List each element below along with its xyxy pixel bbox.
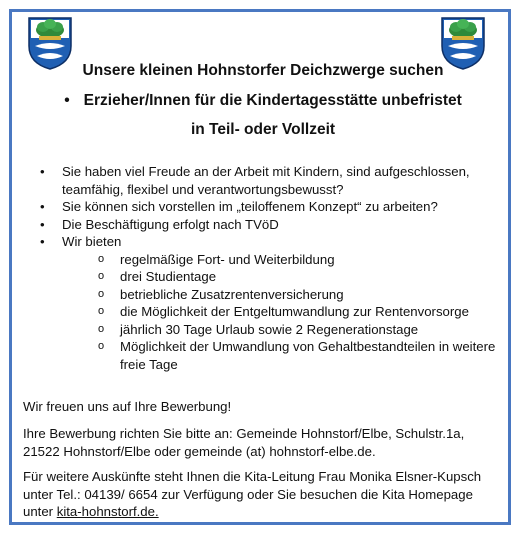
list-item: • Sie haben viel Freude an der Arbeit mit Kindern, sind aufgeschlossen, teamfähig, flexibel und verantwortungsbewusst? bbox=[40, 164, 470, 197]
job-title bbox=[0, 92, 526, 110]
job-title-line1: Erzieher/Innen für die Kindertagesstätte unbefristet bbox=[83, 92, 462, 109]
list-item: • Sie können sich vorstellen im „teiloffenem Konzept“ zu arbeiten? bbox=[40, 199, 438, 214]
offer-item: o jährlich 30 Tage Urlaub sowie 2 Regenerationstage bbox=[98, 321, 419, 337]
application-text: Ihre Bewerbung richten Sie bitte an: Gemeinde Hohnstorf/Elbe, Schulstr.1a, 21522 Hohnstorf/Elbe oder gemeinde (at) hohnstorf-elbe.de. bbox=[23, 426, 465, 459]
offers-list bbox=[62, 251, 498, 374]
offer-item: o die Möglichkeit der Entgeltumwandlung zur Rentenvorsorge bbox=[98, 304, 469, 319]
list-item: • Wir bieten o regelmäßige Fort- und Weiterbildung o drei Studientage o betriebliche Zusatzrentenversicherung o die Möglichkeit der Entgeltumwandlung zur Rentenvorsorge o jährlich 30 Tage Urlaub sowie 2 Regenerationstage o Möglichkeit der Umwandlung von Gehaltbestandteilen in weitere freie Tage bbox=[38, 233, 498, 373]
requirements-list bbox=[38, 163, 498, 373]
subtitle-bullet: • bbox=[64, 92, 70, 109]
contact-body: Für weitere Auskünfte steht Ihnen die Kita-Leitung Frau Monika Elsner-Kupsch unter Tel.: 04139/ 6654 zur Verfügung oder Sie besuchen die Kita Homepage unter bbox=[23, 469, 482, 519]
offer-item: o Möglichkeit der Umwandlung von Gehaltbestandteilen in weitere freie Tage bbox=[98, 339, 496, 372]
offer-item: o regelmäßige Fort- und Weiterbildung bbox=[98, 251, 335, 267]
closing-text: Wir freuen uns auf Ihre Bewerbung! bbox=[23, 399, 232, 414]
kita-homepage-link[interactable]: kita-hohnstorf.de. bbox=[56, 504, 159, 519]
list-item: • Die Beschäftigung erfolgt nach TVöD bbox=[40, 216, 279, 232]
page-title: Unsere kleinen Hohnstorfer Deichzwerge suchen bbox=[82, 62, 444, 79]
offer-item: o betriebliche Zusatzrentenversicherung bbox=[98, 286, 344, 302]
offer-item: o drei Studientage bbox=[98, 269, 217, 284]
job-title-line2: in Teil- oder Vollzeit bbox=[190, 121, 336, 138]
contact-text bbox=[23, 468, 503, 521]
